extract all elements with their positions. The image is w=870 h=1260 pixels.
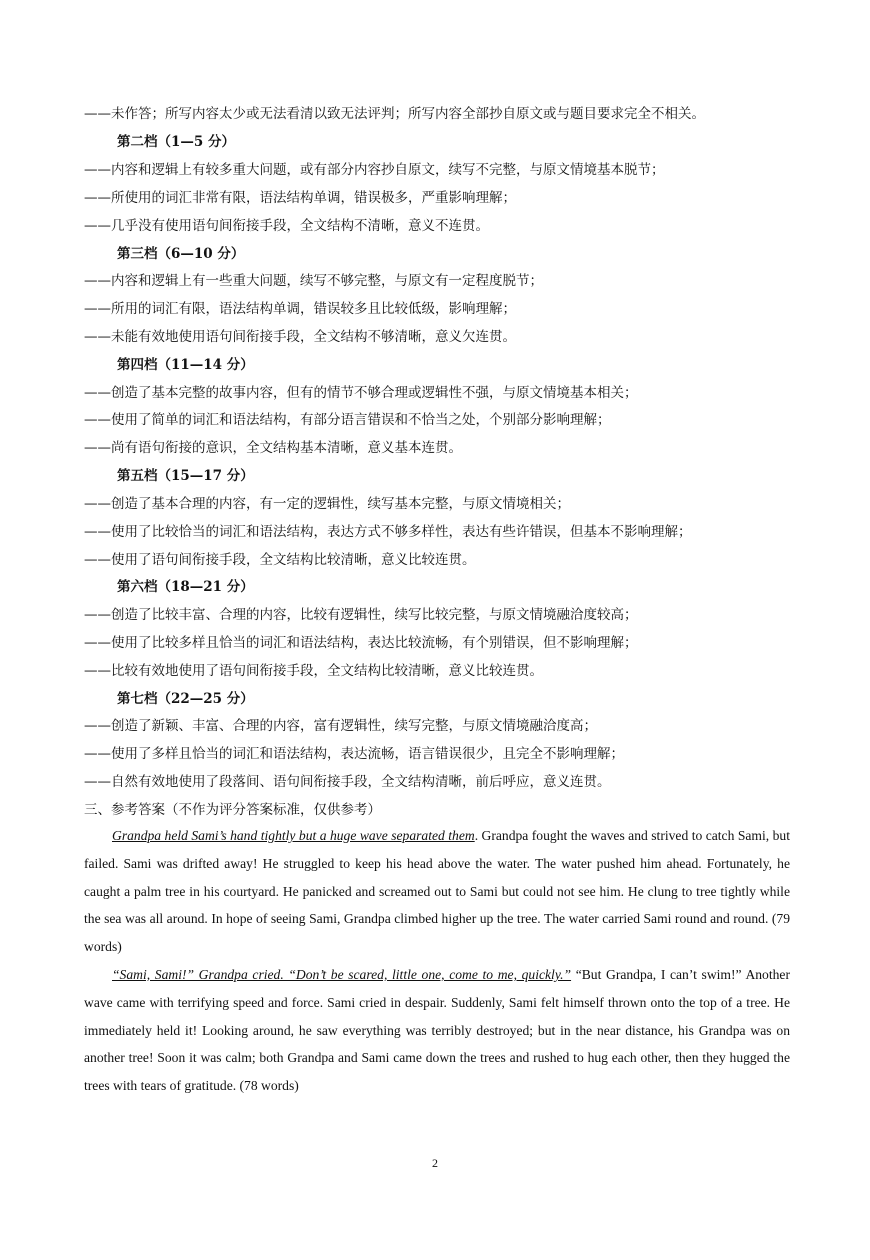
grade-line: ——几乎没有使用语句间衔接手段，全文结构不清晰，意义不连贯。 (84, 218, 489, 234)
paragraph-lead: “Sami, Sami!” Grandpa cried. “Don’t be scared, little one, come to me, quickly.” (112, 967, 572, 982)
grade-line: ——使用了语句间衔接手段，全文结构比较清晰，意义比较连贯。 (84, 552, 476, 568)
grade-heading: 第三档（6—10 分） (117, 246, 245, 262)
paragraph-body: . Grandpa fought the waves and strived to catch Sami, but failed. Sami was drifted away! He struggled to keep his head above the water. The water pushed him ahead. Fortunately, he caught a palm tree in his courtyard. He panicked and screamed out to Sami but could not see him. He clung to tree tightly while the sea was all around. In hope of seeing Sami, Grandpa climbed higher up the tree. The water carried Sami round and round. (79 words) (84, 828, 790, 955)
grade-heading: 第五档（15—17 分） (117, 468, 254, 484)
answer-paragraph-2 (84, 961, 790, 1100)
grade-line: ——使用了简单的词汇和语法结构，有部分语言错误和不恰当之处，个别部分影响理解； (84, 412, 611, 428)
grade-line: ——未能有效地使用语句间衔接手段，全文结构不够清晰，意义欠连贯。 (84, 329, 516, 345)
grade-heading: 第二档（1—5 分） (117, 134, 235, 150)
grade-line: ——所使用的词汇非常有限，语法结构单调，错误极多，严重影响理解； (84, 190, 516, 206)
grade-heading: 第六档（18—21 分） (117, 579, 254, 595)
paragraph-body: “But Grandpa, I can’t swim!” Another wave came with terrifying speed and force. Sami cried in despair. Suddenly, Sami felt himself thrown onto the top of a tree. He immediately held it! Looking around, he saw everything was terribly destroyed; but in the near distance, his Grandpa was on another tree! Soon it was calm; both Grandpa and Sami came down the trees and rushed to hug each other, then they hugged the trees with tears of gratitude. (78 words) (84, 967, 790, 1094)
grade-heading: 第七档（22—25 分） (117, 691, 254, 707)
grade-line: ——创造了基本完整的故事内容，但有的情节不够合理或逻辑性不强，与原文情境基本相关； (84, 385, 638, 401)
grade-line: ——比较有效地使用了语句间衔接手段，全文结构比较清晰，意义比较连贯。 (84, 663, 543, 679)
page-number: 2 (432, 1156, 438, 1170)
paragraph-lead: Grandpa held Sami’s hand tightly but a huge wave separated them (112, 828, 475, 843)
grade-line: ——创造了基本合理的内容，有一定的逻辑性，续写基本完整，与原文情境相关； (84, 496, 570, 512)
grade-line: ——创造了新颖、丰富、合理的内容，富有逻辑性，续写完整，与原文情境融洽度高； (84, 718, 597, 734)
grade-line: ——创造了比较丰富、合理的内容，比较有逻辑性，续写比较完整，与原文情境融洽度较高； (84, 607, 638, 623)
answer-paragraph-1 (84, 822, 790, 961)
grade-heading: 第四档（11—14 分） (117, 357, 254, 373)
grade-line: ——使用了多样且恰当的词汇和语法结构，表达流畅，语言错误很少，且完全不影响理解； (84, 746, 624, 762)
grade-line: ——尚有语句衔接的意识，全文结构基本清晰，意义基本连贯。 (84, 440, 462, 456)
grade-line: ——使用了比较恰当的词汇和语法结构，表达方式不够多样性，表达有些许错误，但基本不影响理解； (84, 524, 692, 540)
grade-line: ——内容和逻辑上有较多重大问题，或有部分内容抄自原文，续写不完整，与原文情境基本脱节； (84, 162, 665, 178)
section-title: 三、参考答案（不作为评分答案标准，仅供参考） (84, 802, 381, 818)
grade-line: ——所用的词汇有限，语法结构单调，错误较多且比较低级，影响理解； (84, 301, 516, 317)
grade-line: ——使用了比较多样且恰当的词汇和语法结构，表达比较流畅，有个别错误，但不影响理解； (84, 635, 638, 651)
grade-line: ——内容和逻辑上有一些重大问题，续写不够完整，与原文有一定程度脱节； (84, 273, 543, 289)
grade-line: ——自然有效地使用了段落间、语句间衔接手段，全文结构清晰，前后呼应，意义连贯。 (84, 774, 611, 790)
intro-line: ——未作答；所写内容太少或无法看清以致无法评判；所写内容全部抄自原文或与题目要求完全不相关。 (84, 106, 705, 122)
